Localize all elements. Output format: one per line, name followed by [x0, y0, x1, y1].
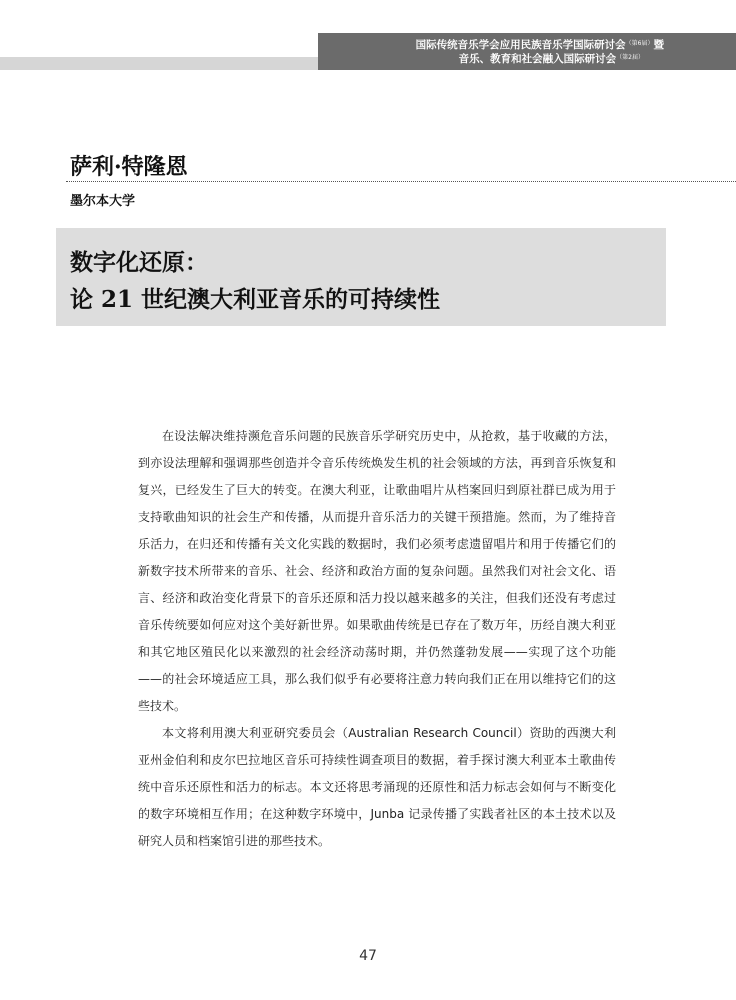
running-header-line-1: 国际传统音乐学会应用民族音乐学国际研讨会$^{(第6届)}$暨: [415, 39, 664, 51]
edition-note-1: （第6届）: [625, 40, 654, 47]
edition-note-2: （第2届）: [616, 54, 644, 61]
abstract-paragraph-2: 本文将利用澳大利亚研究委员会（Australian Research Council）资助的西澳大利亚州金伯利和皮尔巴拉地区音乐可持续性调查项目的数据，着手探讨澳大利亚本土歌曲传统中音乐还原性和活力的标志。本文还将思考涌现的还原性和活力标志会如何与不断变化的数字环境相互作用；在这种数字环境中，Junba 记录传播了实践者社区的本土技术以及研究人员和档案馆引进的那些技术。: [138, 726, 616, 848]
dotted-divider: [66, 181, 736, 182]
author-affiliation: 墨尔本大学: [70, 194, 136, 209]
abstract-paragraph-1: 在设法解决维持濒危音乐问题的民族音乐学研究历史中，从抢救，基于收藏的方法，到亦设法理解和强调那些创造并令音乐传统焕发生机的社会领域的方法，再到音乐恢复和复兴，已经发生了巨大的转变。在澳大利亚，让歌曲唱片从档案回归到原社群已成为用于支持歌曲知识的社会生产和传播，从而提升音乐活力的关键干预措施。然而，为了维持音乐活力，在归还和传播有关文化实践的数据时，我们必须考虑遗留唱片和用于传播它们的新数字技术所带来的音乐、社会、经济和政治方面的复杂问题。虽然我们对社会文化、语言、经济和政治变化背景下的音乐还原和活力投以越来越多的关注，但我们还没有考虑过音乐传统要如何应对这个美好新世界。如果歌曲传统是已存在了数万年，历经自澳大利亚和其它地区殖民化以来激烈的社会经济动荡时期，并仍然蓬勃发展——实现了这个功能——的社会环境适应工具，那么我们似乎有必要将注意力转向我们正在用以维持它们的这些技术。: [138, 429, 616, 713]
abstract: [138, 423, 616, 855]
running-header-line-2: 音乐、教育和社会融入国际研讨会$^{(第2届)}$: [458, 53, 644, 65]
page-number: 47: [359, 948, 377, 964]
article-title-line-1: 数字化还原：: [70, 249, 208, 276]
article-title-line-2: 论 21 世纪澳大利亚音乐的可持续性: [70, 286, 441, 313]
author-name: 萨利·特隆恩: [70, 154, 188, 180]
header-band-light: [0, 57, 362, 70]
